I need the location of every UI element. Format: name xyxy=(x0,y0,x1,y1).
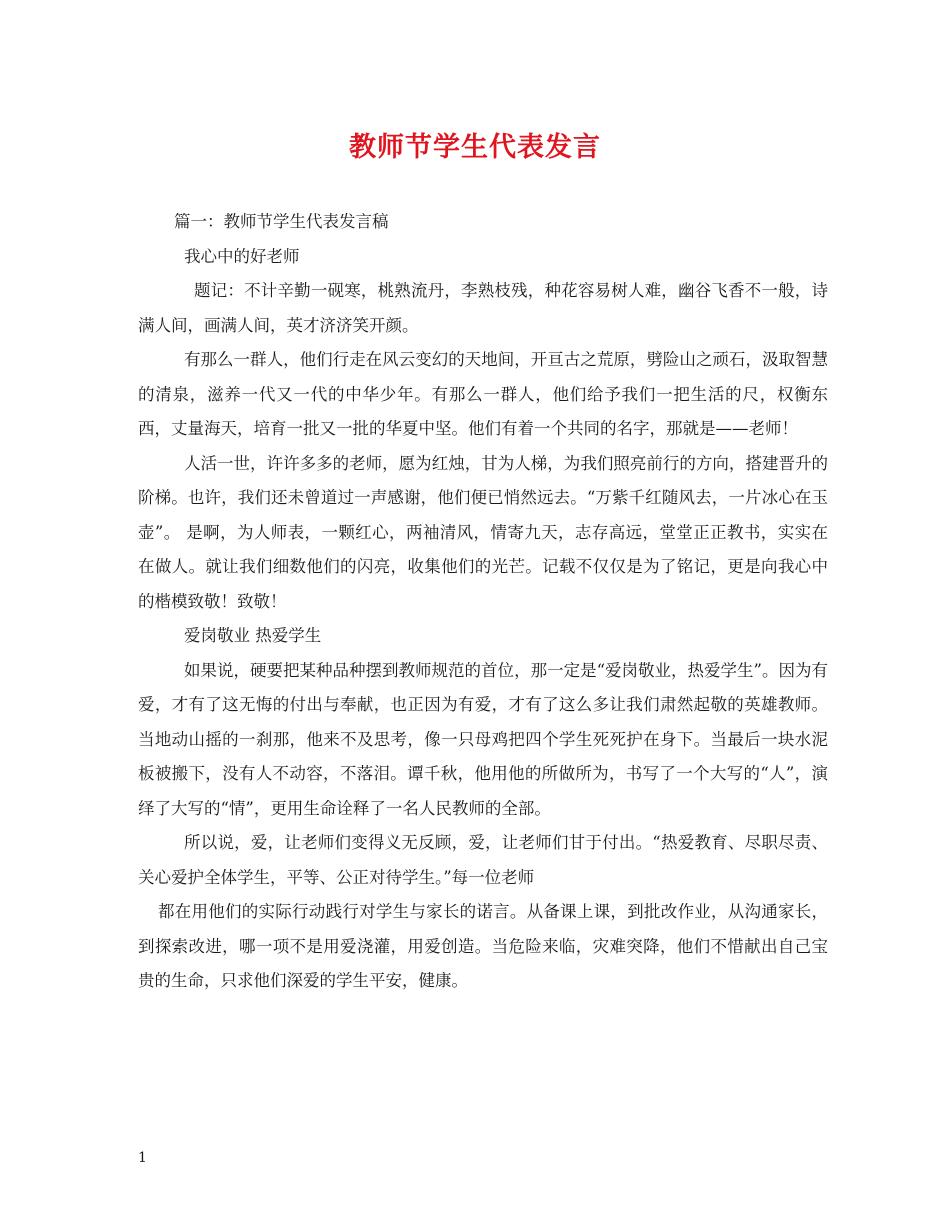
body-paragraph: 如果说，硬要把某种品种摆到教师规范的首位，那一定是“爱岗敬业，热爱学生”。因为有爱，才有了这无悔的付出与奉献，也正因为有爱，才有了这么多让我们肃然起敬的英雄教师。当地动山摇的一刹那，他来不及思考，像一只母鸡把四个学生死死护在身下。当最后一块水泥板被搬下，没有人不动容，不落泪。谭千秋，他用他的所做所为，书写了一个大写的“人”，演绎了大写的“情”，更用生命诠释了一名人民教师的全部。 xyxy=(138,660,828,818)
body-paragraph: 人活一世，许许多多的老师，愿为红烛，甘为人梯，为我们照亮前行的方向，搭建晋升的阶梯。也许，我们还未曾道过一声感谢，他们便已悄然远去。“万紫千红随风去，一片冰心在玉壶”。 是啊，为人师表，一颗红心，两袖清风，情寄九天，志存高远，堂堂正正教书，实实在在做人。就让我们细数他们的闪亮，收集他们的光芒。记载不仅仅是为了铭记，更是向我心中的楷模致敬！致敬！ xyxy=(138,453,828,611)
section-heading: 篇一：教师节学生代表发言稿 xyxy=(174,212,389,231)
body-paragraph: 都在用他们的实际行动践行对学生与家长的诺言。从备课上课，到批改作业，从沟通家长，到探索改进，哪一项不是用爱浇灌，用爱创造。当危险来临，灾难突降，他们不惜献出自己宝贵的生命，只求他们深爱的学生平安，健康。 xyxy=(138,902,828,990)
document-title: 教师节学生代表发言 xyxy=(349,132,601,163)
epigraph-paragraph: 题记：不计辛勤一砚寒，桃熟流丹，李熟枝残，种花容易树人难，幽谷飞香不一般，诗满人间，画满人间，英才济济笑开颜。 xyxy=(138,281,828,335)
subheading: 爱岗敬业 热爱学生 xyxy=(184,626,322,645)
document-body xyxy=(138,205,828,999)
body-paragraph: 所以说，爱，让老师们变得义无反顾，爱，让老师们甘于付出。“热爱教育、尽职尽责、关心爱护全体学生，平等、公正对待学生。”每一位老师 xyxy=(138,833,828,887)
page-number: 1 xyxy=(138,1150,147,1166)
essay-title: 我心中的好老师 xyxy=(184,246,300,266)
body-paragraph: 有那么一群人，他们行走在风云变幻的天地间，开亘古之荒原，劈险山之顽石，汲取智慧的清泉，滋养一代又一代的中华少年。有那么一群人，他们给予我们一把生活的尺，权衡东西，丈量海天，培育一批又一批的华夏中坚。他们有着一个共同的名字，那就是——老师！ xyxy=(138,350,828,438)
